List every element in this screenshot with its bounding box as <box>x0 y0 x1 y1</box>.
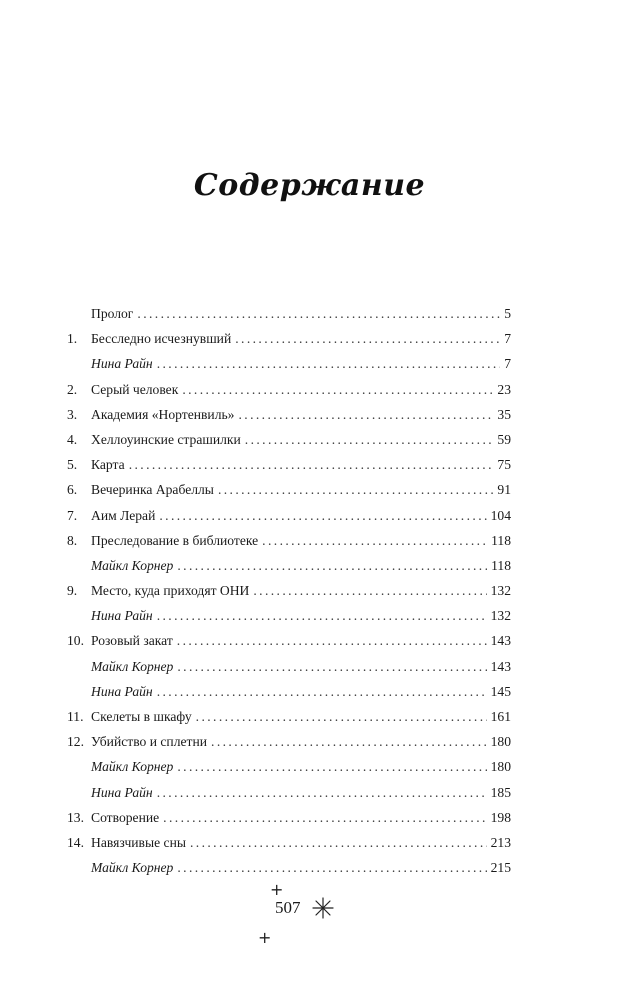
toc-leader-dots <box>177 553 487 578</box>
toc-title: Скелеты в шкафу <box>91 709 192 724</box>
toc-title: Место, куда приходят ОНИ <box>91 583 250 599</box>
toc-row <box>67 528 511 553</box>
toc-leader-dots <box>218 477 493 502</box>
toc-page-number: 132 <box>490 583 511 599</box>
toc-row <box>67 377 511 402</box>
toc-row <box>67 301 511 326</box>
toc-entry <box>91 351 511 376</box>
toc-chapter-number: 4. <box>67 431 78 447</box>
toc-title: Академия «Нортенвиль» <box>91 406 235 422</box>
toc-entry <box>91 553 511 578</box>
toc-leader-dots <box>211 729 487 754</box>
toc-row <box>67 830 511 855</box>
toc-leader-dots <box>157 351 501 376</box>
toc-chapter-number: 1. <box>67 331 78 347</box>
toc-title: Навязчивые сны <box>91 834 186 850</box>
toc-entry <box>91 326 511 351</box>
toc-entry <box>91 654 511 679</box>
page-number: 507 <box>275 898 301 917</box>
toc-chapter-number: 6. <box>67 482 78 498</box>
toc-page-number: 185 <box>490 784 511 800</box>
toc-chapter-number: 13. <box>67 809 84 825</box>
toc-title: Сотворение <box>91 809 160 825</box>
toc-chapter-number: 12. <box>67 734 84 750</box>
toc-row <box>67 402 511 427</box>
toc-page-number: 213 <box>490 834 511 850</box>
plus-ornament-bottom: + <box>258 928 272 947</box>
toc-row <box>67 553 511 578</box>
toc-entry <box>91 377 511 402</box>
toc-title: Пролог <box>91 306 134 321</box>
toc-page-number: 7 <box>504 331 511 347</box>
toc-page-number: 7 <box>504 356 511 372</box>
page-title: Содержание <box>193 168 426 203</box>
toc-row <box>67 704 511 729</box>
star-ornament-icon <box>312 897 334 919</box>
toc-leader-dots <box>157 780 487 805</box>
toc-page-number: 161 <box>490 709 511 724</box>
toc-page-number: 91 <box>497 482 511 498</box>
toc-entry <box>91 679 511 704</box>
toc-entry <box>91 754 511 779</box>
toc-row <box>67 427 511 452</box>
toc-title: Аим Лерай <box>91 507 156 523</box>
toc-row <box>67 654 511 679</box>
toc-leader-dots <box>245 427 494 452</box>
toc-title: Майкл Корнер <box>91 658 174 674</box>
toc-entry <box>91 805 511 830</box>
toc-leader-dots <box>157 679 487 704</box>
toc-leader-dots <box>182 377 493 402</box>
toc-leader-dots <box>253 578 486 603</box>
toc-row <box>67 628 511 653</box>
toc-entry <box>91 301 511 326</box>
toc-page-number: 59 <box>497 431 511 447</box>
toc-entry <box>91 402 511 427</box>
toc-leader-dots <box>137 301 500 326</box>
toc-row <box>67 351 511 376</box>
toc-title: Карта <box>91 457 125 473</box>
toc-entry <box>91 503 511 528</box>
toc-page-number: 118 <box>491 557 511 573</box>
toc-chapter-number: 2. <box>67 381 78 397</box>
toc-leader-dots <box>163 805 486 830</box>
toc-page-number: 75 <box>497 457 511 473</box>
toc-row <box>67 477 511 502</box>
toc-page-number: 143 <box>490 633 511 649</box>
toc-entry <box>91 704 511 729</box>
toc-title: Нина Райн <box>91 356 153 372</box>
toc-entry <box>91 477 511 502</box>
table-of-contents <box>67 301 511 880</box>
toc-leader-dots <box>177 628 487 653</box>
toc-page-number: 118 <box>491 532 511 548</box>
toc-title: Бесследно исчезнувший <box>91 331 232 347</box>
toc-leader-dots <box>177 855 486 880</box>
toc-chapter-number: 14. <box>67 834 84 850</box>
toc-row <box>67 780 511 805</box>
toc-row <box>67 679 511 704</box>
toc-title: Преследование в библиотеке <box>91 532 259 548</box>
toc-page-number: 198 <box>490 809 511 825</box>
toc-row <box>67 503 511 528</box>
toc-title: Хеллоуинские страшилки <box>91 431 241 447</box>
toc-leader-dots <box>190 830 487 855</box>
toc-leader-dots <box>196 704 487 729</box>
toc-row <box>67 729 511 754</box>
toc-page-number: 132 <box>490 608 511 624</box>
toc-title: Майкл Корнер <box>91 557 174 573</box>
toc-page-number: 215 <box>490 860 511 876</box>
toc-leader-dots <box>262 528 487 553</box>
plus-ornament-top: + <box>270 880 284 899</box>
toc-row <box>67 754 511 779</box>
toc-chapter-number: 3. <box>67 406 78 422</box>
toc-page-number: 180 <box>490 734 511 750</box>
toc-title: Розовый закат <box>91 633 173 649</box>
toc-entry <box>91 427 511 452</box>
toc-leader-dots <box>177 754 486 779</box>
toc-page-number: 145 <box>490 683 511 699</box>
toc-title: Майкл Корнер <box>91 759 174 775</box>
toc-title: Серый человек <box>91 381 179 397</box>
toc-title: Нина Райн <box>91 608 153 624</box>
toc-entry <box>91 628 511 653</box>
toc-title: Нина Райн <box>91 683 153 699</box>
toc-entry <box>91 578 511 603</box>
toc-chapter-number: 5. <box>67 457 78 473</box>
toc-chapter-number: 7. <box>67 507 78 523</box>
toc-entry <box>91 780 511 805</box>
toc-leader-dots <box>159 503 486 528</box>
toc-row <box>67 805 511 830</box>
toc-page-number: 23 <box>497 381 511 397</box>
toc-entry <box>91 528 511 553</box>
toc-page-number: 180 <box>490 759 511 775</box>
toc-row <box>67 578 511 603</box>
toc-leader-dots <box>177 654 486 679</box>
toc-title: Майкл Корнер <box>91 860 174 876</box>
toc-chapter-number: 11. <box>67 709 84 724</box>
toc-row <box>67 452 511 477</box>
toc-entry <box>91 603 511 628</box>
toc-title: Нина Райн <box>91 784 153 800</box>
toc-title: Вечеринка Арабеллы <box>91 482 214 498</box>
toc-chapter-number: 9. <box>67 583 78 599</box>
toc-entry <box>91 830 511 855</box>
toc-row <box>67 326 511 351</box>
toc-entry <box>91 855 511 880</box>
toc-title: Убийство и сплетни <box>91 734 208 750</box>
toc-row <box>67 855 511 880</box>
toc-leader-dots <box>157 603 487 628</box>
toc-chapter-number: 8. <box>67 532 78 548</box>
toc-leader-dots <box>238 402 493 427</box>
toc-page-number: 5 <box>504 306 511 321</box>
toc-row <box>67 603 511 628</box>
toc-page-number: 104 <box>490 507 511 523</box>
toc-leader-dots <box>235 326 500 351</box>
toc-page-number: 143 <box>490 658 511 674</box>
toc-page-number: 35 <box>497 406 511 422</box>
toc-chapter-number: 10. <box>67 633 84 649</box>
toc-leader-dots <box>129 452 494 477</box>
toc-entry <box>91 729 511 754</box>
toc-entry <box>91 452 511 477</box>
